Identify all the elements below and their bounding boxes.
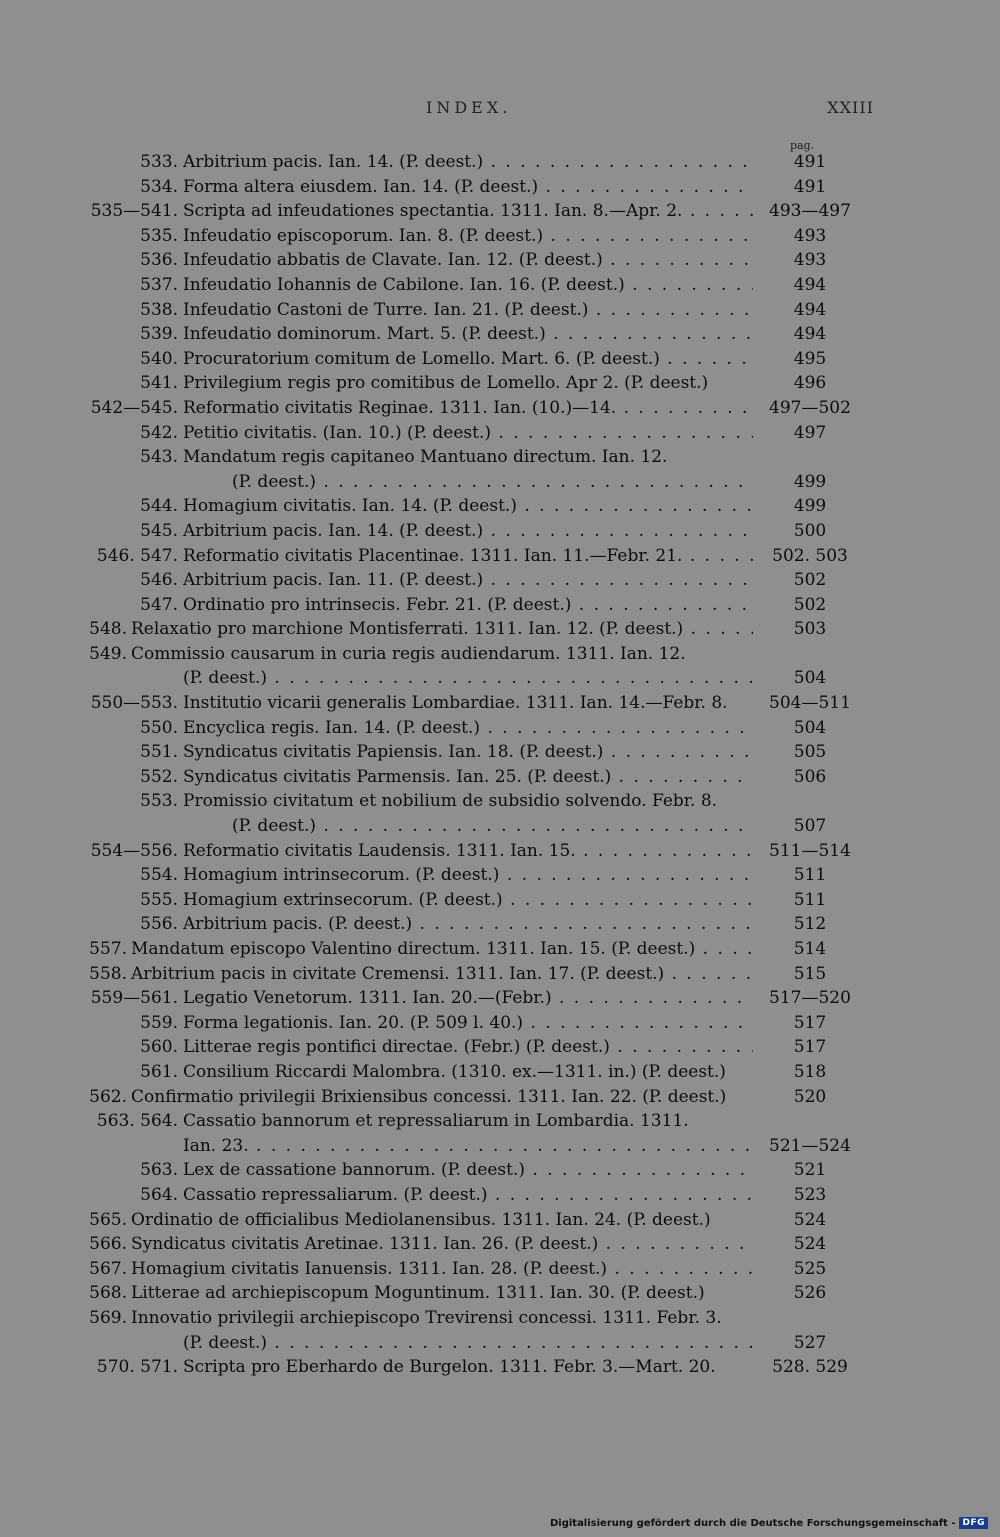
dfg-logo: DFG	[959, 1517, 988, 1529]
index-entry	[0, 298, 1000, 323]
entry-number: 561.	[140, 1061, 178, 1082]
entry-page: 504	[793, 717, 827, 738]
entry-text: Infeudatio Iohannis de Cabilone. Ian. 16. (P. deest.) . . .	[183, 273, 753, 298]
entry-number: 535.	[140, 225, 178, 246]
index-entry	[0, 888, 1000, 913]
index-entry	[0, 1232, 1000, 1257]
index-entry	[0, 765, 1000, 790]
entry-text: Arbitrium pacis. (P. deest.) . . .	[183, 912, 753, 937]
header-page-number: XXIII	[827, 98, 874, 117]
index-entry	[0, 1158, 1000, 1183]
entry-number: 550.	[140, 717, 178, 738]
entry-text: Infeudatio episcoporum. Ian. 8. (P. deest.) . . .	[183, 224, 753, 249]
index-entry	[0, 617, 1000, 642]
index-entries	[0, 150, 1000, 1380]
entry-page: 517—520	[769, 988, 851, 1009]
index-entry	[0, 544, 1000, 569]
index-entry	[0, 691, 1000, 716]
index-entry	[0, 740, 1000, 765]
entry-number: 540.	[140, 348, 178, 369]
entry-text: (P. deest.) . . .	[232, 470, 753, 495]
index-entry	[0, 519, 1000, 544]
entry-page: 514	[793, 939, 827, 959]
entry-text: Ian. 23. . . .	[183, 1134, 753, 1159]
entry-number: 555.	[140, 889, 178, 910]
entry-number: 544.	[140, 496, 178, 517]
entry-number: 559—561.	[90, 988, 178, 1009]
entry-text: Homagium civitatis. Ian. 14. (P. deest.) . . .	[183, 494, 753, 519]
entry-number: 547.	[140, 594, 178, 615]
index-entry	[0, 1306, 1000, 1331]
entry-text: Mandatum regis capitaneo Mantuano directum. Ian. 12.	[183, 447, 668, 468]
entry-page: 504	[793, 668, 827, 689]
entry-text: Encyclica regis. Ian. 14. (P. deest.) . . .	[183, 716, 753, 741]
entry-number: 554.	[140, 865, 178, 886]
entry-text: Syndicatus civitatis Aretinae. 1311. Ian. 26. (P. deest.) . . .	[131, 1232, 753, 1257]
entry-number: 546. 547.	[96, 545, 178, 566]
entry-text: Litterae ad archiepiscopum Moguntinum. 1311. Ian. 30. (P. deest.)	[131, 1283, 705, 1304]
entry-number: 559.	[140, 1012, 178, 1033]
entry-number: 542—545.	[90, 397, 178, 418]
index-entry	[0, 937, 1000, 962]
entry-text: Legatio Venetorum. 1311. Ian. 20.—(Febr.) . . .	[183, 986, 753, 1011]
entry-number: 549.	[89, 643, 127, 664]
entry-page: 520	[793, 1086, 827, 1107]
entry-page: 494	[793, 324, 827, 345]
entry-number: 539.	[140, 324, 178, 345]
entry-number: 563.	[140, 1160, 178, 1181]
entry-page: 493	[793, 250, 827, 271]
entry-text: Infeudatio abbatis de Clavate. Ian. 12. (P. deest.) . . .	[183, 248, 753, 273]
pag-label: pag.	[790, 139, 815, 152]
index-entry	[0, 642, 1000, 667]
entry-text: Commissio causarum in curia regis audiendarum. 1311. Ian. 12.	[131, 643, 686, 664]
page-header	[0, 98, 1000, 122]
entry-page: 493	[793, 225, 827, 246]
entry-page: 523	[793, 1184, 827, 1205]
index-entry	[0, 789, 1000, 814]
index-entry	[0, 273, 1000, 298]
entry-text: Privilegium regis pro comitibus de Lomello. Apr 2. (P. deest.)	[183, 373, 709, 394]
entry-text: Homagium extrinsecorum. (P. deest.) . . .	[183, 888, 753, 913]
entry-number: 568.	[89, 1283, 127, 1304]
entry-page: 511	[793, 865, 827, 886]
index-entry	[0, 248, 1000, 273]
entry-page: 521	[793, 1160, 827, 1181]
footer-text: Digitalisierung gefördert durch die Deutsche Forschungsgemeinschaft -	[549, 1517, 956, 1529]
entry-text: Arbitrium pacis. Ian. 11. (P. deest.) . . .	[183, 568, 753, 593]
entry-number: 545.	[140, 520, 178, 541]
index-entry	[0, 1011, 1000, 1036]
index-entry	[0, 839, 1000, 864]
entry-text: Mandatum episcopo Valentino directum. 1311. Ian. 15. (P. deest.) . . .	[131, 937, 753, 962]
entry-text: Homagium civitatis Ianuensis. 1311. Ian. 28. (P. deest.) . . .	[131, 1257, 753, 1282]
entry-page: 494	[793, 299, 827, 320]
entry-text: Forma legationis. Ian. 20. (P. 509 l. 40.) . . .	[183, 1011, 753, 1036]
entry-page: 491	[793, 152, 827, 172]
entry-number: 562.	[89, 1086, 127, 1107]
index-entry	[0, 1208, 1000, 1233]
entry-text: Petitio civitatis. (Ian. 10.) (P. deest.) . . .	[183, 421, 753, 446]
entry-page: 504—511	[769, 693, 851, 714]
entry-number: 569.	[89, 1307, 127, 1328]
entry-number: 550—553.	[90, 693, 178, 714]
entry-page: 518	[793, 1061, 827, 1082]
entry-number: 567.	[89, 1258, 127, 1279]
entry-number: 537.	[140, 274, 178, 295]
entry-number: 542.	[140, 422, 178, 443]
entry-page: 505	[793, 742, 827, 763]
entry-text: Cassatio repressaliarum. (P. deest.) . . .	[183, 1183, 753, 1208]
entry-text: Homagium intrinsecorum. (P. deest.) . . .	[183, 863, 753, 888]
entry-page: 503	[793, 619, 827, 640]
entry-text: (P. deest.) . . .	[183, 1331, 753, 1356]
entry-page: 517	[793, 1037, 827, 1058]
index-entry	[0, 1060, 1000, 1085]
entry-text: Ordinatio de officialibus Mediolanensibus. 1311. Ian. 24. (P. deest.)	[131, 1209, 711, 1230]
entry-page: 499	[793, 471, 827, 492]
index-entry	[0, 912, 1000, 937]
entry-page: 521—524	[769, 1135, 851, 1156]
entry-text: Infeudatio Castoni de Turre. Ian. 21. (P. deest.) . . .	[183, 298, 753, 323]
index-entry	[0, 593, 1000, 618]
index-entry	[0, 568, 1000, 593]
entry-text: Arbitrium pacis. Ian. 14. (P. deest.) . . .	[183, 150, 753, 175]
entry-page: 511	[793, 889, 827, 910]
index-entry	[0, 470, 1000, 495]
index-entry	[0, 986, 1000, 1011]
entry-page: 511—514	[769, 840, 851, 861]
entry-page: 525	[793, 1258, 827, 1279]
entry-number: 535—541.	[90, 201, 178, 222]
index-entry	[0, 494, 1000, 519]
entry-page: 491	[793, 176, 827, 197]
entry-text: Arbitrium pacis. Ian. 14. (P. deest.) . . .	[183, 519, 753, 544]
index-entry	[0, 666, 1000, 691]
index-entry	[0, 1134, 1000, 1159]
entry-number: 548.	[89, 619, 127, 640]
entry-text: Reformatio civitatis Laudensis. 1311. Ian. 15. . . .	[183, 839, 753, 864]
entry-number: 553.	[140, 791, 178, 812]
entry-text: Institutio vicarii generalis Lombardiae. 1311. Ian. 14.—Febr. 8.	[183, 693, 728, 714]
header-title: INDEX.	[426, 98, 512, 117]
index-entry	[0, 199, 1000, 224]
index-entry	[0, 322, 1000, 347]
entry-page: 502	[793, 594, 827, 615]
index-entry	[0, 1281, 1000, 1306]
index-entry	[0, 421, 1000, 446]
index-entry	[0, 716, 1000, 741]
footer	[550, 1513, 988, 1533]
entry-text: Ordinatio pro intrinsecis. Febr. 21. (P. deest.) . . .	[183, 593, 753, 618]
index-entry	[0, 863, 1000, 888]
entry-number: 570. 571.	[96, 1357, 178, 1378]
entry-page: 524	[793, 1209, 827, 1230]
index-entry	[0, 445, 1000, 470]
entry-number: 536.	[140, 250, 178, 271]
index-entry	[0, 1085, 1000, 1110]
index-entry	[0, 1355, 1000, 1380]
index-entry	[0, 962, 1000, 987]
entry-number: 543.	[140, 447, 178, 468]
entry-number: 566.	[89, 1234, 127, 1255]
entry-text: (P. deest.) . . .	[183, 666, 753, 691]
entry-number: 534.	[140, 176, 178, 197]
entry-number: 551.	[140, 742, 178, 763]
entry-text: Syndicatus civitatis Parmensis. Ian. 25. (P. deest.) . . .	[183, 765, 753, 790]
entry-text: (P. deest.) . . .	[232, 814, 753, 839]
entry-number: 552.	[140, 766, 178, 787]
entry-page: 495	[793, 348, 827, 369]
entry-page: 497	[793, 422, 827, 443]
entry-page: 494	[793, 274, 827, 295]
index-entry	[0, 1331, 1000, 1356]
entry-text: Scripta pro Eberhardo de Burgelon. 1311. Febr. 3.—Mart. 20.	[183, 1357, 716, 1378]
entry-text: Confirmatio privilegii Brixiensibus concessi. 1311. Ian. 22. (P. deest.)	[131, 1086, 727, 1107]
entry-number: 565.	[89, 1209, 127, 1230]
entry-page: 512	[793, 914, 827, 935]
index-entry	[0, 224, 1000, 249]
entry-page: 497—502	[769, 397, 851, 418]
index-entry	[0, 347, 1000, 372]
entry-page: 493—497	[769, 201, 851, 222]
entry-text: Lex de cassatione bannorum. (P. deest.) . . .	[183, 1158, 753, 1183]
index-entry	[0, 396, 1000, 421]
entry-text: Arbitrium pacis in civitate Cremensi. 1311. Ian. 17. (P. deest.) . . .	[131, 962, 753, 987]
entry-number: 538.	[140, 299, 178, 320]
index-entry	[0, 150, 1000, 175]
entry-text: Reformatio civitatis Reginae. 1311. Ian. (10.)—14. . . .	[183, 396, 753, 421]
entry-text: Infeudatio dominorum. Mart. 5. (P. deest.) . . .	[183, 322, 753, 347]
entry-number: 558.	[89, 963, 127, 984]
index-entry	[0, 371, 1000, 396]
entry-text: Promissio civitatum et nobilium de subsidio solvendo. Febr. 8.	[183, 791, 718, 812]
entry-page: 526	[793, 1283, 827, 1304]
entry-text: Scripta ad infeudationes spectantia. 1311. Ian. 8.—Apr. 2. . . .	[183, 199, 753, 224]
entry-page: 517	[793, 1012, 827, 1033]
entry-page: 502. 503	[772, 545, 848, 566]
entry-number: 560.	[140, 1037, 178, 1058]
entry-page: 496	[793, 373, 827, 394]
entry-number: 533.	[140, 152, 178, 172]
entry-page: 515	[793, 963, 827, 984]
entry-number: 554—556.	[90, 840, 178, 861]
entry-page: 500	[793, 520, 827, 541]
entry-page: 524	[793, 1234, 827, 1255]
entry-text: Litterae regis pontifici directae. (Febr.) (P. deest.) . . .	[183, 1035, 753, 1060]
entry-page: 502	[793, 570, 827, 591]
entry-number: 564.	[140, 1184, 178, 1205]
entry-page: 499	[793, 496, 827, 517]
entry-text: Reformatio civitatis Placentinae. 1311. Ian. 11.—Febr. 21. . . .	[183, 544, 753, 569]
entry-text: Cassatio bannorum et repressaliarum in Lombardia. 1311.	[183, 1111, 689, 1132]
entry-number: 557.	[89, 939, 127, 959]
entry-text: Procuratorium comitum de Lomello. Mart. 6. (P. deest.) . . .	[183, 347, 753, 372]
entry-text: Relaxatio pro marchione Montisferrati. 1311. Ian. 12. (P. deest.) . . .	[131, 617, 753, 642]
entry-text: Consilium Riccardi Malombra. (1310. ex.—1311. in.) (P. deest.)	[183, 1061, 726, 1082]
index-entry	[0, 1257, 1000, 1282]
entry-text: Syndicatus civitatis Papiensis. Ian. 18. (P. deest.) . . .	[183, 740, 753, 765]
entry-number: 546.	[140, 570, 178, 591]
entry-number: 563. 564.	[96, 1111, 178, 1132]
index-entry	[0, 1109, 1000, 1134]
index-entry	[0, 175, 1000, 200]
entry-number: 556.	[140, 914, 178, 935]
index-entry	[0, 814, 1000, 839]
entry-page: 528. 529	[772, 1357, 848, 1378]
index-entry	[0, 1183, 1000, 1208]
entry-text: Forma altera eiusdem. Ian. 14. (P. deest.) . . .	[183, 175, 753, 200]
entry-text: Innovatio privilegii archiepiscopo Trevirensi concessi. 1311. Febr. 3.	[131, 1307, 722, 1328]
index-entry	[0, 1035, 1000, 1060]
entry-page: 506	[793, 766, 827, 787]
entry-page: 507	[793, 816, 827, 837]
entry-page: 527	[793, 1332, 827, 1353]
entry-number: 541.	[140, 373, 178, 394]
